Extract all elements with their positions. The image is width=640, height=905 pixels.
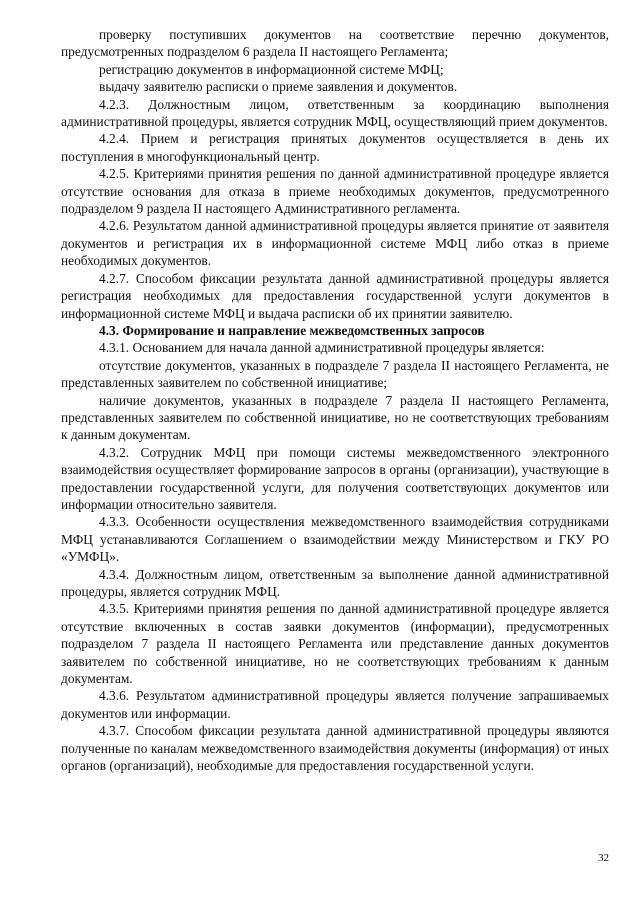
paragraph-4-2-4: 4.2.4. Прием и регистрация принятых документов осуществляется в день их поступления в многофункциональный центр. [61,131,609,164]
paragraph-4-3-5: 4.3.5. Критериями принятия решения по данной административной процедуре является отсутствие включенных в состав заявки документов (информации), предусмотренных подразделом 7 раздела II настоящего Регламента или представление данных документов заявителем по собственной инициативе, но не соответствующих требованиям к данным документам. [61,601,609,687]
paragraph-4-3-6: 4.3.6. Результатом административной процедуры является получение запрашиваемых документов или информации. [61,688,609,721]
paragraph-4-2-3: 4.2.3. Должностным лицом, ответственным за координацию выполнения административной процедуры, является сотрудник МФЦ, осуществляющий прием документов. [61,96,609,130]
paragraph-4-2-6: 4.2.6. Результатом данной административной процедуры является принятие от заявителя документов и регистрация их в информационной системе МФЦ либо отказ в приеме необходимых документов. [61,218,609,269]
paragraph-check-documents: проверку поступивших документов на соответствие перечню документов, предусмотренных подразделом 6 раздела II настоящего Регламента; [61,27,609,60]
paragraph-4-3-7: 4.3.7. Способом фиксации результата данной административной процедуры являются полученные по каналам межведомственного взаимодействия документы (информация) от иных органов (организаций), необходимые для предоставления государственной услуги. [61,723,609,774]
paragraph-4-3-2: 4.3.2. Сотрудник МФЦ при помощи системы межведомственного электронного взаимодействия осуществляет формирование запросов в органы (организации), участвующие в предоставлении государственной услуги, для получения соответствующих документов или информации относительно заявителя. [61,444,609,512]
paragraph-issue-receipt: выдачу заявителю расписки о приеме заявления и документов. [99,79,458,95]
page-number: 32 [598,852,609,864]
section-heading-4-3: 4.3. Формирование и направление межведомственных запросов [99,322,485,338]
paragraph-presence-of-documents: наличие документов, указанных в подразделе 7 раздела II настоящего Регламента, представленных заявителем по собственной инициативе, но не соответствующих требованиям к данным документам. [61,392,609,443]
document-body [61,26,609,774]
paragraph-4-2-5: 4.2.5. Критериями принятия решения по данной административной процедуре является отсутствие основания для отказа в приеме необходимых документов, предусмотренного подразделом 9 раздела II настоящего Административного регламента. [61,166,609,217]
paragraph-4-3-3: 4.3.3. Особенности осуществления межведомственного взаимодействия сотрудниками МФЦ устанавливаются Соглашением о взаимодействии между Министерством и ГКУ РО «УМФЦ». [61,514,609,565]
paragraph-register-documents: регистрацию документов в информационной системе МФЦ; [99,61,444,77]
paragraph-absence-of-documents: отсутствие документов, указанных в подразделе 7 раздела II настоящего Регламента, не представленных заявителем по собственной инициативе; [61,357,609,391]
paragraph-4-2-7: 4.2.7. Способом фиксации результата данной административной процедуры является регистрация необходимых для предоставления государственной услуги документов в информационной системе МФЦ и выдача расписки об их принятии заявителю. [61,270,609,321]
paragraph-4-3-4: 4.3.4. Должностным лицом, ответственным за выполнение данной административной процедуры, является сотрудник МФЦ. [61,566,609,599]
paragraph-4-3-1: 4.3.1. Основанием для начала данной административной процедуры является: [99,340,545,356]
